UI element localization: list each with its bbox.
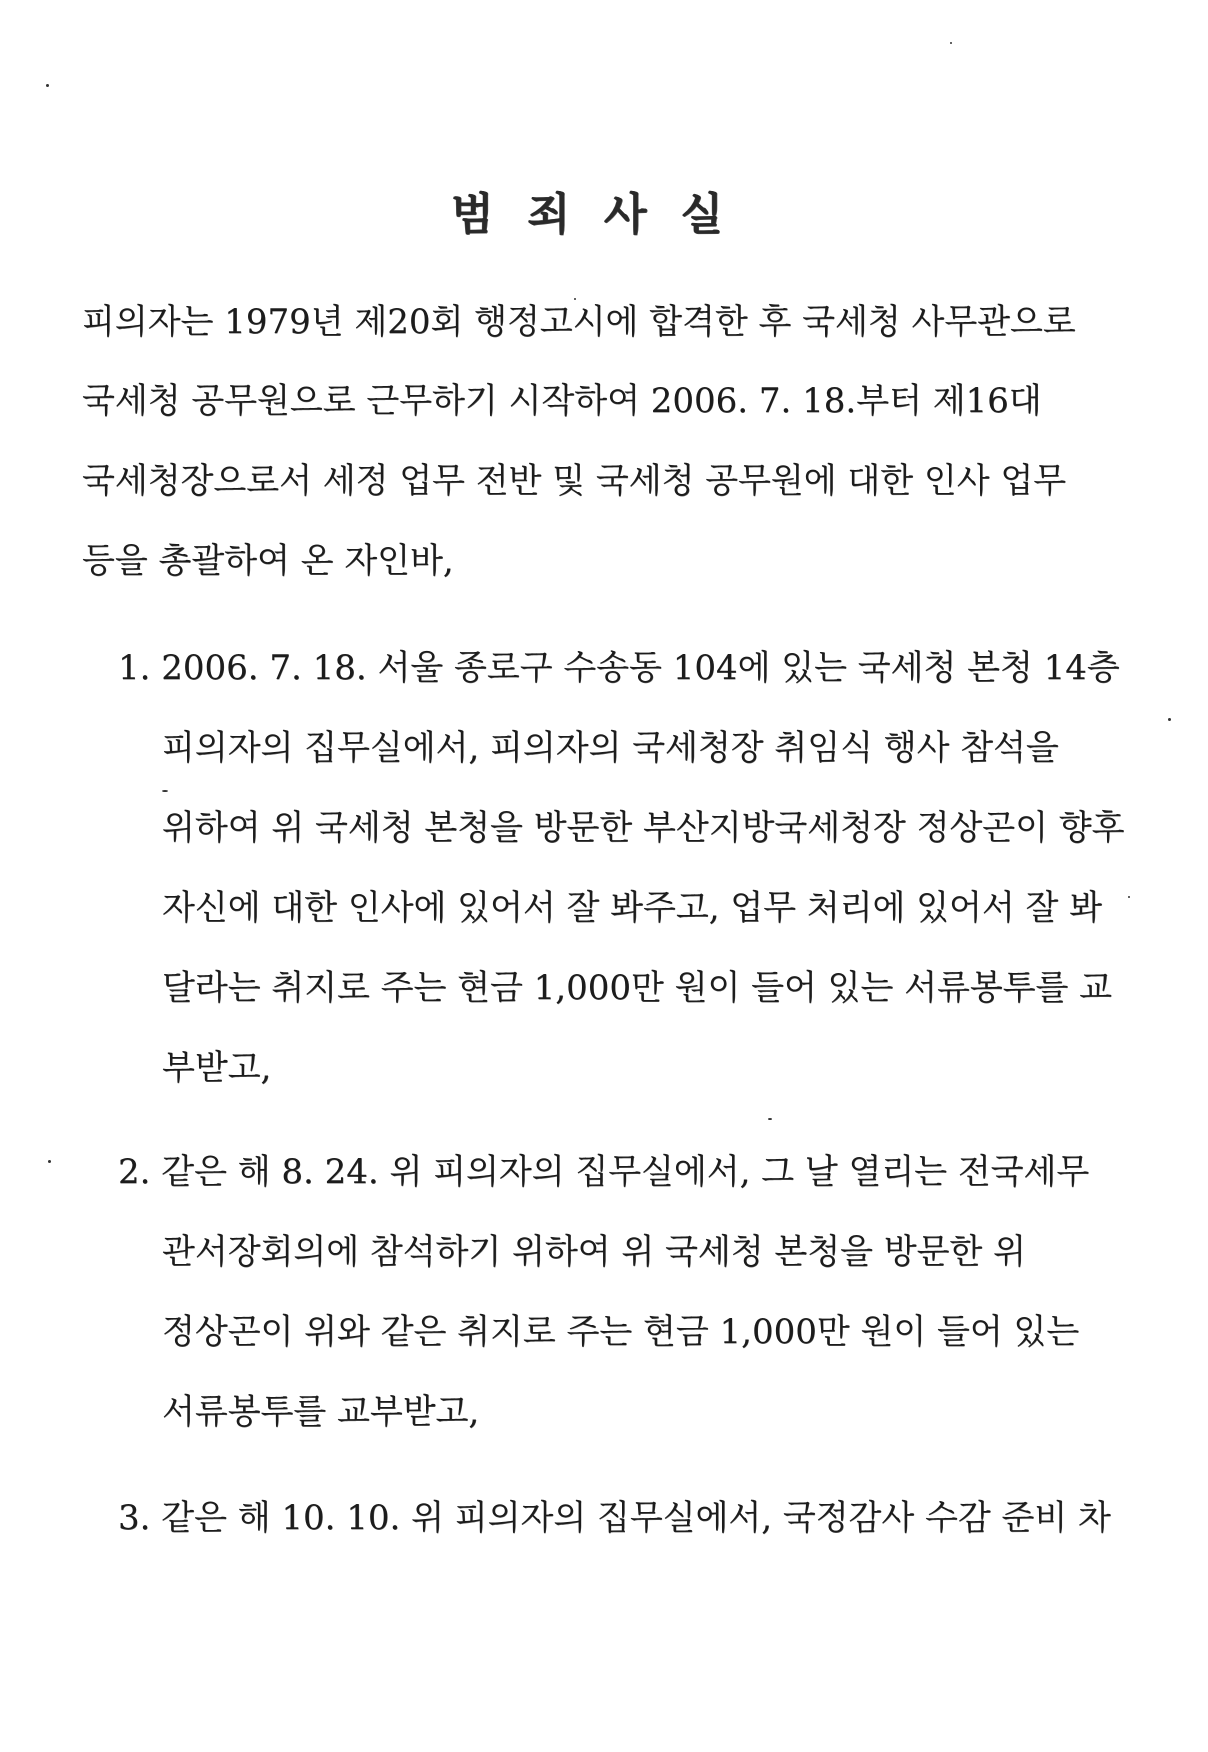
item-2-line-2: 관서장회의에 참석하기 위하여 위 국세청 본청을 방문한 위 [162, 1232, 1026, 1272]
scan-speck [950, 42, 952, 44]
scan-speck [162, 790, 168, 792]
item-2-line-3: 정상곤이 위와 같은 취지로 주는 현금 1,000만 원이 들어 있는 [162, 1312, 1080, 1352]
scan-speck [46, 84, 49, 87]
scan-speck [1128, 896, 1130, 898]
item-1-line-5: 달라는 취지로 주는 현금 1,000만 원이 들어 있는 서류봉투를 교 [162, 968, 1113, 1008]
item-3-line-1: 3. 같은 해 10. 10. 위 피의자의 집무실에서, 국정감사 수감 준비 차 [118, 1498, 1111, 1538]
intro-line-1: 피의자는 1979년 제20회 행정고시에 합격한 후 국세청 사무관으로 [82, 302, 1076, 342]
scan-speck [768, 1118, 772, 1120]
item-1-line-6: 부받고, [162, 1048, 272, 1088]
scan-speck [48, 1160, 51, 1163]
item-2-line-4: 서류봉투를 교부받고, [162, 1392, 480, 1432]
scan-speck [574, 298, 576, 300]
item-1-line-3: 위하여 위 국세청 본청을 방문한 부산지방국세청장 정상곤이 향후 [162, 808, 1125, 848]
scan-speck [1168, 718, 1171, 721]
item-2-line-1: 2. 같은 해 8. 24. 위 피의자의 집무실에서, 그 날 열리는 전국세무 [118, 1152, 1090, 1192]
document-title: 범죄사실 [450, 189, 757, 240]
item-1-line-4: 자신에 대한 인사에 있어서 잘 봐주고, 업무 처리에 있어서 잘 봐 [162, 888, 1102, 928]
item-1-line-1: 1. 2006. 7. 18. 서울 종로구 수송동 104에 있는 국세청 본청 14층 [118, 648, 1120, 688]
intro-line-4: 등을 총괄하여 온 자인바, [82, 541, 454, 581]
intro-line-3: 국세청장으로서 세정 업무 전반 및 국세청 공무원에 대한 인사 업무 [82, 461, 1067, 501]
intro-line-2: 국세청 공무원으로 근무하기 시작하여 2006. 7. 18.부터 제16대 [82, 381, 1042, 421]
item-1-line-2: 피의자의 집무실에서, 피의자의 국세청장 취임식 행사 참석을 [162, 728, 1059, 768]
